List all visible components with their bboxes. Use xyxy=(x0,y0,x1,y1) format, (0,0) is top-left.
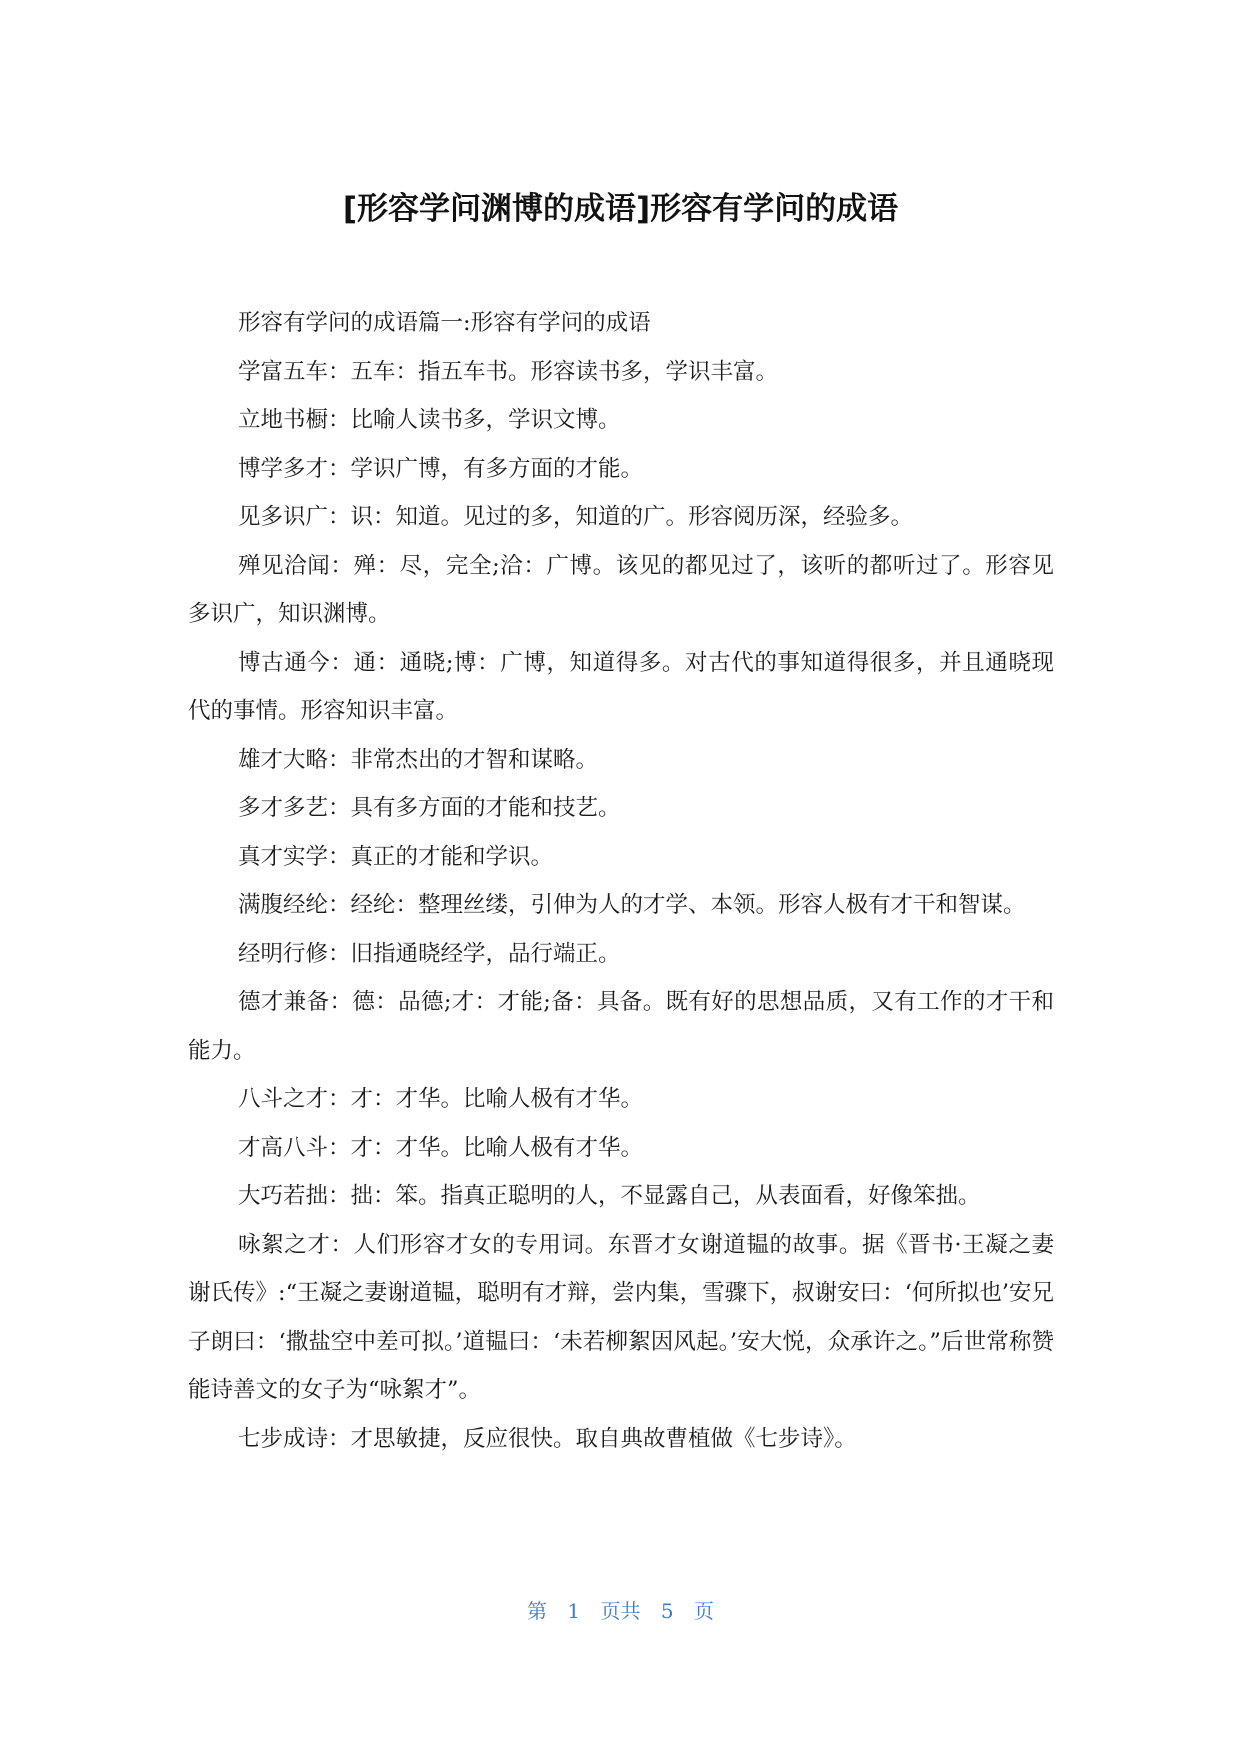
footer-label-page: 第 xyxy=(527,1599,548,1623)
paragraph: 才高八斗：才：才华。比喻人极有才华。 xyxy=(238,1134,644,1161)
paragraph: 满腹经纶：经纶：整理丝缕，引伸为人的才学、本领。形容人极有才干和智谋。 xyxy=(238,892,1026,918)
footer-current-page: 1 xyxy=(567,1599,581,1623)
paragraph: 博学多才：学识广博，有多方面的才能。 xyxy=(238,455,644,482)
paragraph: 七步成诗：才思敏捷，反应很快。取自典故曹植做《七步诗》。 xyxy=(238,1425,857,1452)
page-footer xyxy=(0,1596,1241,1626)
paragraph: 经明行修：旧指通晓经学，品行端正。 xyxy=(238,940,621,967)
paragraph: 多才多艺：具有多方面的才能和技艺。 xyxy=(238,795,621,821)
paragraph: 大巧若拙：拙：笨。指真正聪明的人，不显露自己，从表面看，好像笨拙。 xyxy=(238,1183,981,1209)
paragraph: 德才兼备：德：品德;才：才能;备：具备。既有好的思想品质，又有工作的才干和能力。 xyxy=(188,989,1054,1064)
footer-label-end: 页 xyxy=(693,1599,714,1623)
paragraph: 咏絮之才：人们形容才女的专用词。东晋才女谢道韫的故事。据《晋书·王凝之妻谢氏传》:“王凝之妻谢道韫，聪明有才辩，尝内集，雪骤下，叔谢安曰：‘何所拟也’安兄子朗曰：‘撒盐空中差可拟。’道韫曰：‘未若柳絮因风起。’安大悦，众承许之。”后世常称赞能诗善文的女子为“咏絮才”。 xyxy=(188,1231,1054,1403)
document-body xyxy=(188,299,1054,1463)
footer-label-of: 页共 xyxy=(600,1599,641,1623)
footer-total-pages: 5 xyxy=(660,1599,674,1623)
paragraph: 真才实学：真正的才能和学识。 xyxy=(238,843,554,870)
paragraph: 立地书橱：比喻人读书多，学识文博。 xyxy=(238,407,621,433)
paragraph: 雄才大略：非常杰出的才智和谋略。 xyxy=(238,746,599,773)
document-title: [形容学问渊博的成语]形容有学问的成语 xyxy=(342,191,899,227)
paragraph: 学富五车：五车：指五车书。形容读书多，学识丰富。 xyxy=(238,358,779,385)
paragraph: 形容有学问的成语篇一:形容有学问的成语 xyxy=(238,310,651,336)
paragraph: 殚见洽闻：殚：尽，完全;洽：广博。该见的都见过了，该听的都听过了。形容见多识广，知识渊博。 xyxy=(188,552,1054,627)
paragraph: 八斗之才：才：才华。比喻人极有才华。 xyxy=(238,1086,644,1112)
paragraph: 见多识广：识：知道。见过的多，知道的广。形容阅历深，经验多。 xyxy=(238,504,914,530)
paragraph: 博古通今：通：通晓;博：广博，知道得多。对古代的事知道得很多，并且通晓现代的事情。形容知识丰富。 xyxy=(188,649,1054,724)
